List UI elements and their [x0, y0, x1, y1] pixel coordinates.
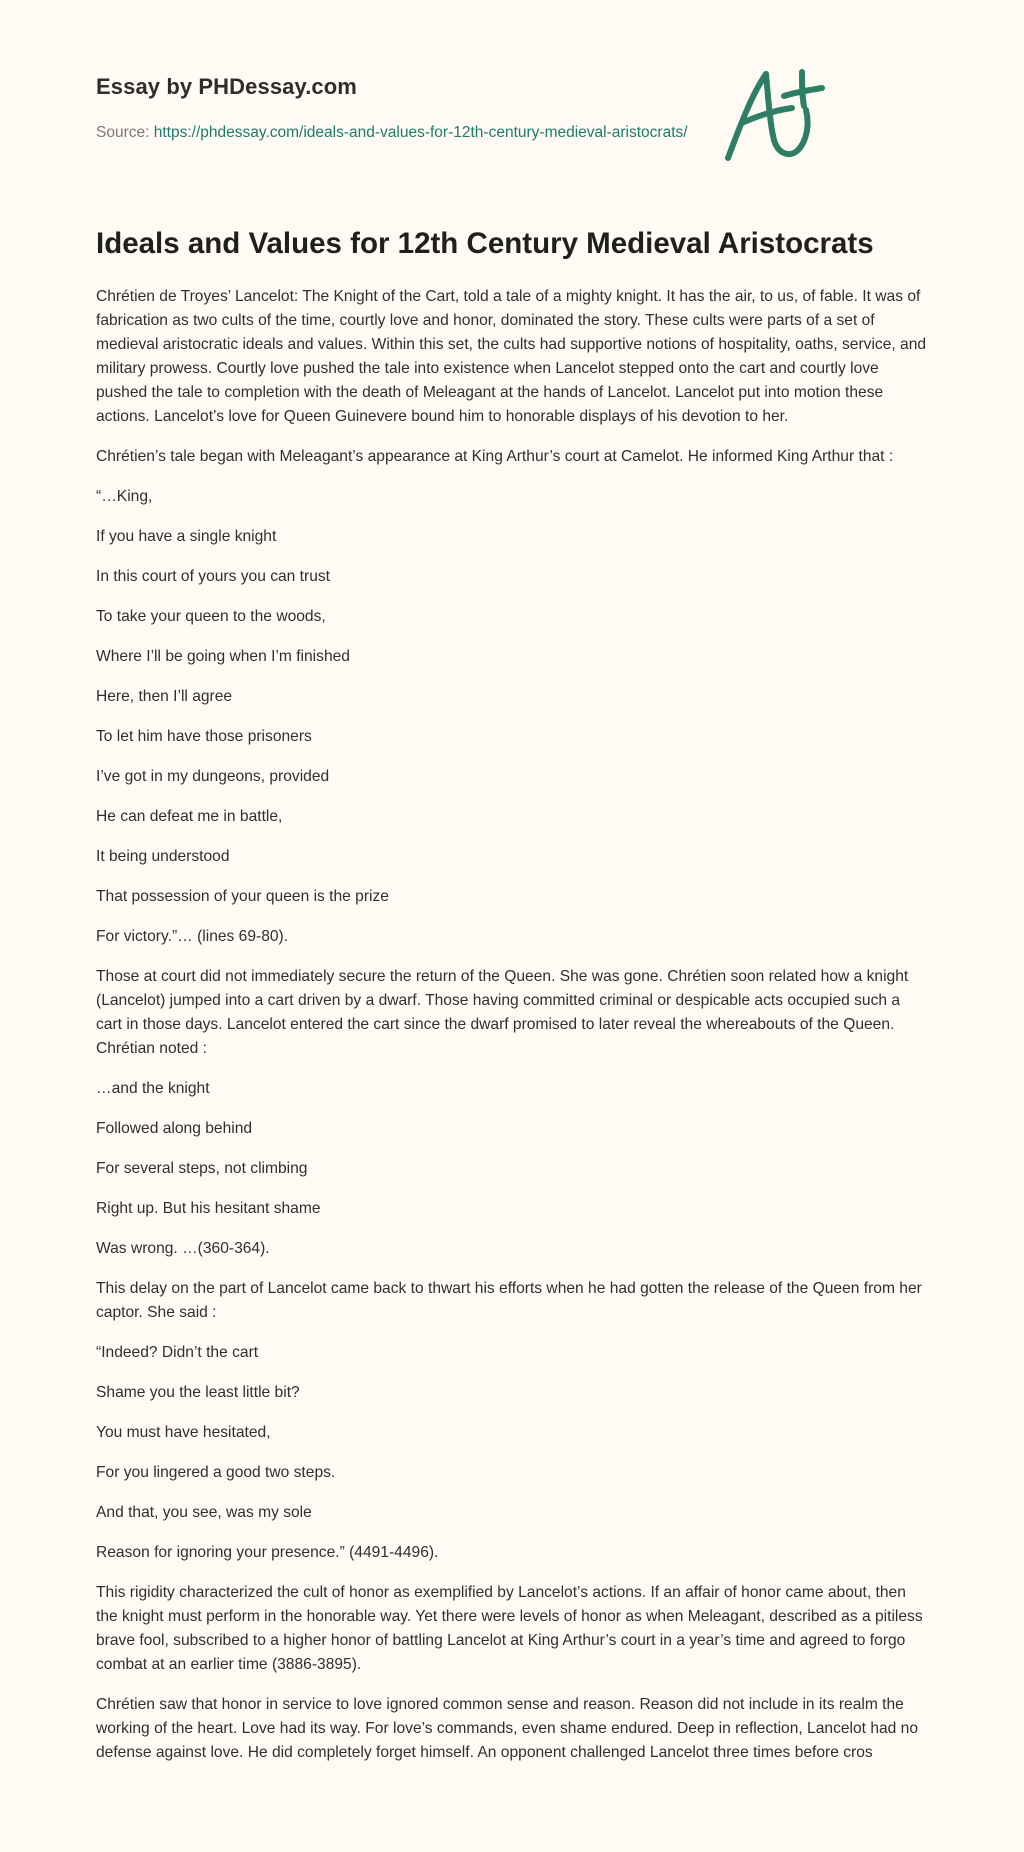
article-paragraph: Right up. But his hesitant shame [96, 1199, 321, 1217]
article-paragraph: If you have a single knight [96, 527, 277, 545]
article-paragraph: Where I’ll be going when I’m finished [96, 647, 350, 665]
article-paragraph: This delay on the part of Lancelot came back to thwart his efforts when he had gotten the release of the Queen from her captor. She said : [96, 1279, 922, 1321]
article-paragraph: Reason for ignoring your presence.” (4491-4496). [96, 1543, 439, 1561]
article-paragraph: “Indeed? Didn’t the cart [96, 1343, 259, 1361]
article-body [96, 285, 928, 1765]
article-paragraph: It being understood [96, 847, 230, 865]
article-paragraph: Was wrong. …(360-364). [96, 1239, 270, 1257]
article-paragraph: Those at court did not immediately secure the return of the Queen. She was gone. Chrétien soon related how a knight (Lancelot) jumped into a cart driven by a dwarf. Those having committed criminal or despicable acts occupied such a cart in those days. Lancelot entered the cart since the dwarf promised to later reveal the whereabouts of the Queen. Chrétian noted : [96, 967, 909, 1057]
article-paragraph: For victory.”… (lines 69-80). [96, 927, 289, 945]
article-paragraph: That possession of your queen is the prize [96, 887, 389, 905]
source-link[interactable]: https://phdessay.com/ideals-and-values-for-12th-century-medieval-aristocrats/ [153, 124, 688, 141]
article-paragraph: In this court of yours you can trust [96, 567, 331, 585]
article-paragraph: Shame you the least little bit? [96, 1383, 300, 1401]
a-plus-logo [722, 66, 832, 166]
article-paragraph: “…King, [96, 487, 153, 505]
article-title: Ideals and Values for 12th Century Medieval Aristocrats [96, 227, 874, 260]
article-paragraph: For you lingered a good two steps. [96, 1463, 336, 1481]
article-paragraph: Chrétien de Troyes’ Lancelot: The Knight of the Cart, told a tale of a mighty knight. It has the air, to us, of fable. It was of fabrication as two cults of the time, courtly love and honor, dominated the story. These cults were parts of a set of medieval aristocratic ideals and values. Within this set, the cults had supportive notions of hospitality, oaths, service, and military prowess. Courtly love pushed the tale into existence when Lancelot stepped onto the cart and courtly love pushed the tale to completion with the death of Meleagant at the hands of Lancelot. Lancelot put into motion these actions. Lancelot’s love for Queen Guinevere bound him to honorable displays of his devotion to her. [96, 287, 927, 425]
article-paragraph: To let him have those prisoners [96, 727, 312, 745]
article-paragraph: To take your queen to the woods, [96, 607, 326, 625]
article-paragraph: This rigidity characterized the cult of honor as exemplified by Lancelot’s actions. If an affair of honor came about, then the knight must perform in the honorable way. Yet there were levels of honor as when Meleagant, described as a pitiless brave fool, subscribed to a higher honor of battling Lancelot at King Arthur’s court in a year’s time and agreed to forgo combat at an earlier time (3886-3895). [96, 1583, 923, 1673]
article-paragraph: He can defeat me in battle, [96, 807, 283, 825]
article-paragraph: For several steps, not climbing [96, 1159, 308, 1177]
source-line [96, 124, 688, 142]
article-paragraph: Followed along behind [96, 1119, 253, 1137]
article-paragraph: And that, you see, was my sole [96, 1503, 312, 1521]
source-label: Source: [96, 124, 150, 141]
article-paragraph: You must have hesitated, [96, 1423, 271, 1441]
article-paragraph: …and the knight [96, 1079, 210, 1097]
article-paragraph: I’ve got in my dungeons, provided [96, 767, 330, 785]
article-paragraph: Chrétien’s tale began with Meleagant’s appearance at King Arthur’s court at Camelot. He informed King Arthur that : [96, 447, 894, 465]
page-header [96, 0, 928, 190]
article-paragraph: Chrétien saw that honor in service to love ignored common sense and reason. Reason did not include in its realm the working of the heart. Love had its way. For love’s commands, even shame endured. Deep in reflection, Lancelot had no defense against love. He did completely forget himself. An opponent challenged Lancelot three times before cros [96, 1695, 919, 1761]
site-title: Essay by PHDessay.com [96, 74, 357, 99]
article-paragraph: Here, then I’ll agree [96, 687, 233, 705]
